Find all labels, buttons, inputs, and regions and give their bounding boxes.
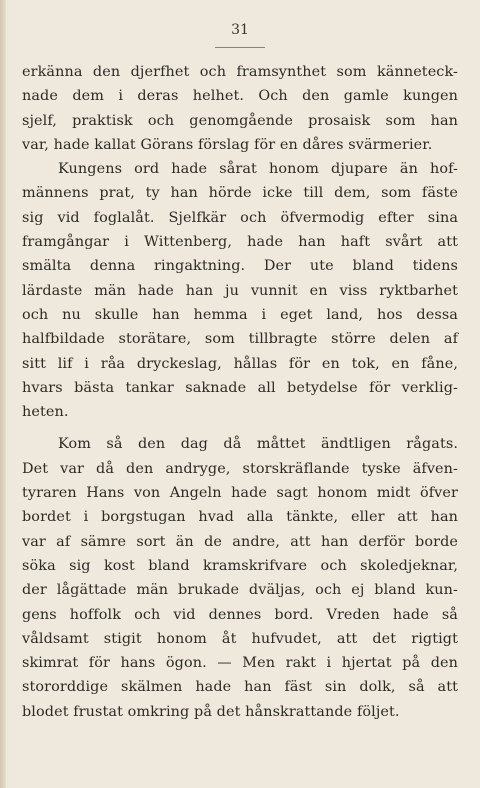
text-line: Det var då den andryge, storskräflande tyske äfven- — [22, 460, 458, 477]
text-line: sig vid foglalåt. Sjelfkär och öfvermodig efter sina — [22, 209, 458, 226]
text-line: männens prat, ty han hörde icke till dem, som fäste — [22, 185, 458, 202]
text-line: lärdaste män hade han ju vunnit en viss ryktbarhet — [22, 282, 458, 299]
text-line: skimrat för hans ögon. — Men rakt i hjertat på den — [22, 655, 458, 672]
text-line: tyraren Hans von Angeln hade sagt honom midt öfver — [22, 485, 458, 502]
text-line: var af sämre sort än de andre, att han derför borde — [22, 533, 458, 550]
text-line: smälta denna ringaktning. Der ute bland tidens — [22, 258, 458, 275]
paragraph — [22, 60, 458, 157]
text-line: var, hade kallat Görans förslag för en dåres svärmerier. — [22, 136, 433, 153]
body-text — [22, 60, 458, 724]
paragraph — [22, 432, 458, 724]
text-line: Kom så den dag då måttet ändtligen rågats. — [58, 436, 458, 453]
text-line: der lågättade män brukade dväljas, och ej bland kun- — [22, 582, 458, 599]
text-line: söka sig kost bland kramskrifvare och skoledjeknar, — [22, 557, 458, 574]
paragraph-gap — [22, 424, 458, 432]
text-line: erkänna den djerfhet och framsynthet som känneteck- — [22, 64, 458, 80]
text-line: sjelf, praktisk och genomgående prosaisk som han — [22, 112, 458, 129]
text-line: gens hoffolk och vid dennes bord. Vreden hade så — [22, 606, 458, 623]
text-line: blodet frustat omkring på det hånskrattande följet. — [22, 703, 400, 720]
text-line: halfbildade storätare, som tillbragte större delen af — [22, 331, 458, 348]
paragraph — [22, 157, 458, 424]
text-line: stororddige skälmen hade han fäst sin dolk, så att — [22, 679, 458, 696]
page-number: 31 — [231, 22, 249, 38]
text-line: heten. — [22, 404, 69, 421]
text-line: nade dem i deras helhet. Och den gamle kungen — [22, 88, 458, 105]
page-spine-shadow — [0, 0, 6, 788]
text-line: sitt lif i råa dryckeslag, hållas för en tok, en fåne, — [22, 355, 458, 372]
text-line: Kungens ord hade sårat honom djupare än hof- — [58, 161, 458, 178]
text-line: och nu skulle han hemma i eget land, hos dessa — [22, 306, 458, 323]
text-line: framgångar i Wittenberg, hade han haft svårt att — [22, 234, 458, 251]
text-line: våldsamt stigit honom åt hufvudet, att det rigtigt — [22, 630, 458, 647]
page-number-rule — [215, 47, 265, 48]
text-line: hvars bästa tankar saknade all betydelse för verklig- — [22, 379, 458, 396]
text-line: bordet i borgstugan hvad alla tänkte, eller att han — [22, 509, 458, 526]
